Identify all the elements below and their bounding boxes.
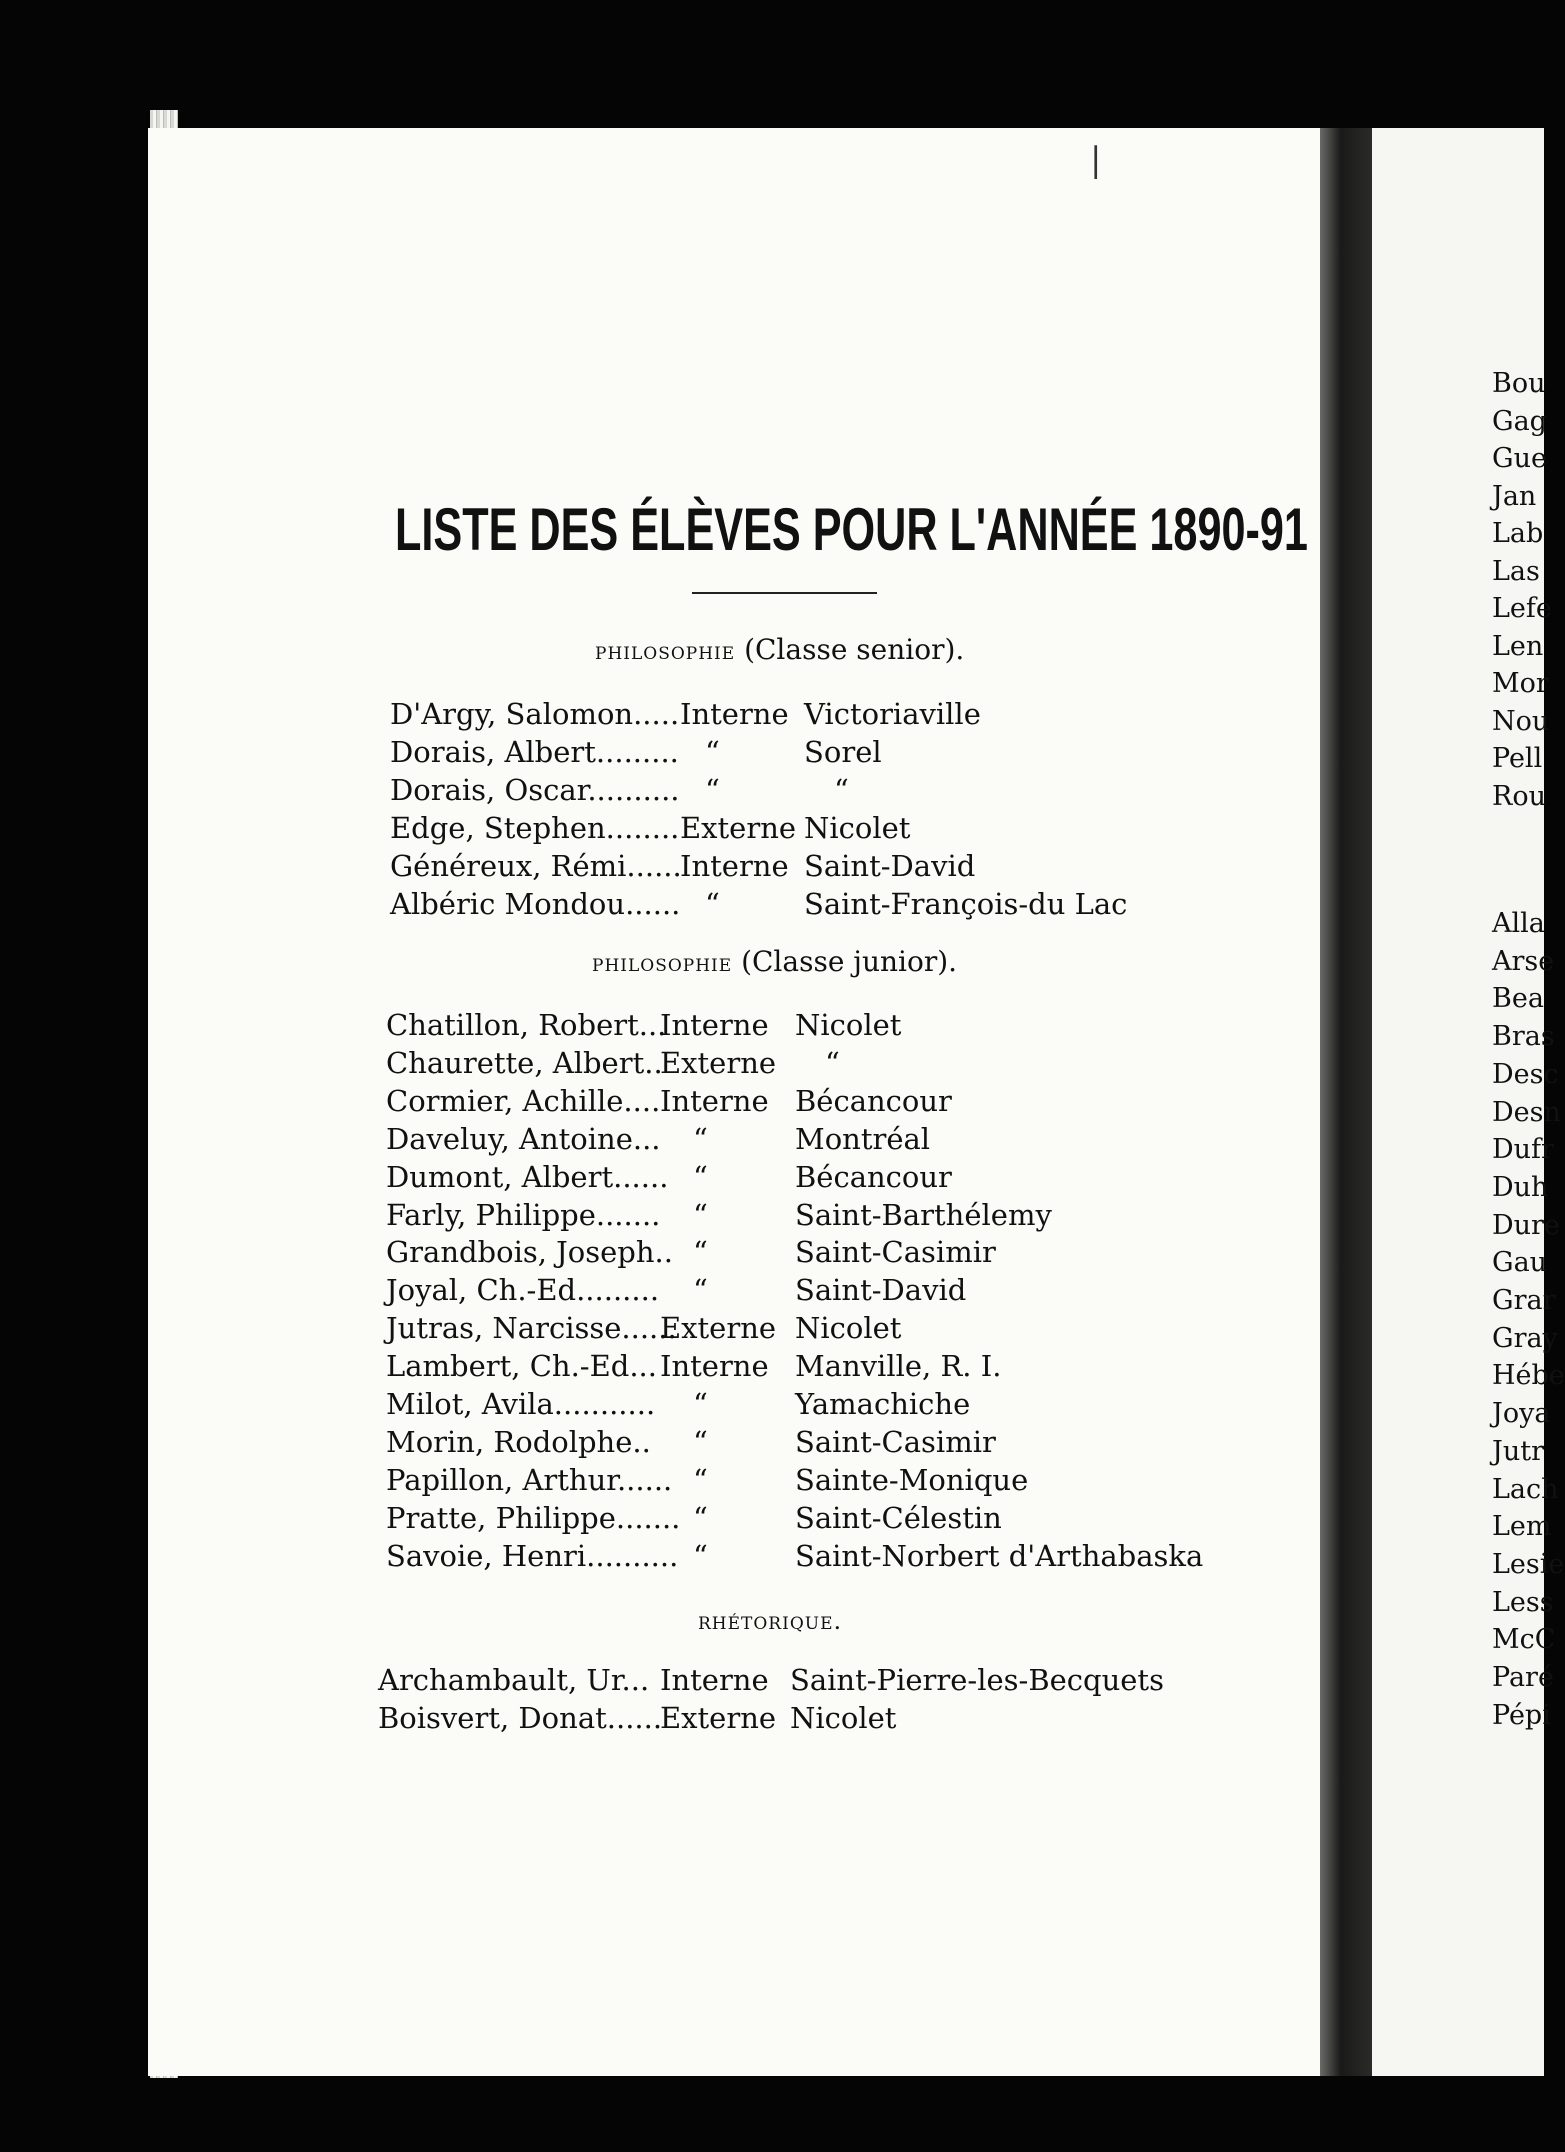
right-page-entry: Bras [1492, 1021, 1555, 1053]
right-page-entry: Duh [1492, 1171, 1549, 1203]
student-place: Sorel [804, 734, 882, 769]
student-place: Saint-François-du Lac [804, 886, 1128, 921]
right-page-entry: Mor [1492, 668, 1549, 699]
student-status: Externe [680, 810, 797, 845]
student-place: Sainte-Monique [795, 1462, 1029, 1497]
student-status: “ [693, 1235, 708, 1270]
right-page-entry: Lab [1492, 518, 1544, 549]
student-name: Pratte, Philippe....... [386, 1500, 681, 1535]
student-name: Papillon, Arthur...... [386, 1462, 673, 1497]
right-page-entry: Joya [1492, 1398, 1551, 1430]
student-place: Saint-Casimir [795, 1424, 996, 1459]
student-status: “ [693, 1121, 708, 1156]
student-name: Jutras, Narcisse...... [386, 1311, 677, 1346]
right-page-entry: Gag [1492, 405, 1547, 437]
student-place: Nicolet [804, 810, 911, 845]
student-status: “ [705, 772, 720, 807]
student-row [0, 1501, 1300, 1539]
right-page-entry: Nou [1492, 705, 1550, 737]
right-page-entry: Lefe [1492, 593, 1552, 624]
right-page-entry: Paré [1492, 1662, 1554, 1693]
student-name: Milot, Avila........... [386, 1387, 656, 1421]
right-page-entry: Gue [1492, 443, 1547, 474]
student-row [0, 1387, 1300, 1425]
student-status: “ [693, 1197, 708, 1232]
student-status: Interne [680, 848, 789, 883]
student-row [0, 1046, 1300, 1084]
student-row [0, 1198, 1300, 1236]
section-heading-note: (Classe junior). [732, 945, 958, 978]
student-status: Externe [660, 1045, 777, 1080]
student-name: Généreux, Rémi...... [390, 848, 682, 883]
right-page-entry: Grar [1492, 1285, 1556, 1316]
section-heading [592, 945, 957, 978]
section-heading-label: philosophie [592, 949, 733, 977]
student-row [0, 1311, 1300, 1349]
pencil-mark: | [1090, 140, 1102, 180]
student-status: Interne [660, 1083, 769, 1118]
student-place: Bécancour [795, 1159, 952, 1194]
student-row [0, 811, 1300, 849]
student-status: Interne [660, 1663, 769, 1697]
right-page-entry: Bea [1492, 983, 1544, 1015]
student-place: Saint-David [795, 1273, 967, 1308]
right-page-entry: Less [1492, 1586, 1554, 1618]
right-page-entry: Lem [1492, 1511, 1552, 1543]
student-name: Grandbois, Joseph.. [386, 1235, 673, 1270]
student-status: “ [693, 1462, 708, 1497]
student-status: “ [693, 1273, 708, 1308]
student-place: Saint-Pierre-les-Becquets [790, 1663, 1164, 1697]
right-page-entry: Hébe [1492, 1360, 1565, 1392]
student-row [0, 1463, 1300, 1501]
student-name: Daveluy, Antoine... [386, 1121, 661, 1156]
student-status: Externe [660, 1700, 777, 1735]
section-heading-note: (Classe senior). [735, 633, 965, 666]
student-status: “ [693, 1538, 708, 1573]
student-place: Nicolet [790, 1700, 897, 1735]
student-row [0, 1663, 1300, 1701]
student-place: Victoriaville [804, 697, 981, 731]
right-page-entry: Las [1492, 555, 1540, 587]
section-heading [595, 633, 964, 666]
section-heading [698, 1603, 842, 1636]
student-status: “ [693, 1387, 708, 1421]
student-status: “ [705, 886, 720, 921]
student-name: Albéric Mondou...... [390, 886, 681, 921]
student-place: Saint-Barthélemy [795, 1197, 1052, 1232]
student-name: Morin, Rodolphe.. [386, 1424, 651, 1459]
student-row [0, 1235, 1300, 1273]
student-name: Chaurette, Albert.. [386, 1045, 663, 1080]
right-page-entry: Desc [1492, 1058, 1559, 1090]
student-name: Dorais, Oscar.......... [390, 772, 680, 807]
student-place: Yamachiche [795, 1387, 971, 1421]
student-status: “ [705, 734, 720, 769]
student-status: “ [693, 1500, 708, 1535]
student-place: Saint-Casimir [795, 1235, 996, 1270]
right-page-entry: Lach [1492, 1473, 1559, 1505]
student-row [0, 1008, 1300, 1046]
student-place: Montréal [795, 1121, 931, 1156]
student-status: “ [693, 1424, 708, 1459]
student-place: “ [834, 772, 849, 807]
student-row [0, 773, 1300, 811]
title-rule [692, 592, 877, 594]
student-row [0, 1539, 1300, 1577]
student-name: D'Argy, Salomon..... [390, 697, 680, 731]
student-name: Archambault, Ur... [378, 1663, 650, 1697]
right-page-entry: Jan [1492, 480, 1537, 512]
book-gutter [1320, 128, 1372, 2076]
student-row [0, 849, 1300, 887]
student-row [0, 697, 1300, 735]
student-status: Interne [680, 697, 789, 731]
right-page-entry: Bou [1492, 368, 1546, 399]
right-page-entry: Gray [1492, 1322, 1558, 1354]
page-title: LISTE DES ÉLÈVES POUR L'ANNÉE 1890-91 [395, 496, 1308, 563]
student-place: “ [825, 1045, 840, 1080]
right-page-entry: Pell [1492, 743, 1543, 774]
student-place: Saint-Norbert d'Arthabaska [795, 1538, 1204, 1573]
student-place: Nicolet [795, 1008, 902, 1042]
student-row [0, 1425, 1300, 1463]
student-place: Manville, R. I. [795, 1349, 1002, 1384]
student-status: Externe [660, 1311, 777, 1346]
student-row [0, 735, 1300, 773]
student-place: Saint-Célestin [795, 1500, 1002, 1535]
student-status: Interne [660, 1349, 769, 1384]
student-place: Nicolet [795, 1311, 902, 1346]
student-name: Farly, Philippe....... [386, 1197, 661, 1232]
student-name: Dorais, Albert......... [390, 734, 679, 769]
right-page-entry: Dure [1492, 1209, 1560, 1241]
student-status: “ [693, 1159, 708, 1194]
right-page-entry: Arse [1492, 945, 1555, 977]
section-heading-label: rhétorique. [698, 1607, 843, 1635]
student-place: Saint-David [804, 848, 976, 883]
right-page-entry: Alla [1492, 908, 1545, 939]
right-page-entry: Lesie [1492, 1548, 1565, 1580]
right-page-entry: Len [1492, 630, 1544, 662]
right-page-entry: Rou [1492, 780, 1546, 812]
right-page-entry: Dufr [1492, 1134, 1554, 1166]
right-page-entry: Desn [1492, 1096, 1561, 1128]
student-row [0, 1273, 1300, 1311]
student-row [0, 1122, 1300, 1160]
right-page-entry: McC [1492, 1624, 1556, 1656]
student-row [0, 1160, 1300, 1198]
student-name: Savoie, Henri.......... [386, 1538, 679, 1573]
student-name: Cormier, Achille.... [386, 1083, 661, 1118]
student-name: Edge, Stephen........ [390, 810, 680, 845]
student-row [0, 887, 1300, 925]
student-name: Joyal, Ch.-Ed......... [386, 1273, 660, 1308]
student-name: Boisvert, Donat...... [378, 1700, 663, 1735]
student-name: Dumont, Albert...... [386, 1159, 669, 1194]
student-name: Lambert, Ch.-Ed... [386, 1349, 657, 1384]
student-place: Bécancour [795, 1083, 952, 1118]
right-page-entry: Pépi [1492, 1699, 1551, 1731]
student-row [0, 1349, 1300, 1387]
right-page-entry: Gau [1492, 1247, 1548, 1279]
right-page-entry: Jutr [1492, 1435, 1544, 1467]
student-row [0, 1084, 1300, 1122]
student-row [0, 1701, 1300, 1739]
student-status: Interne [660, 1008, 769, 1042]
student-name: Chatillon, Robert... [386, 1008, 667, 1042]
section-heading-label: philosophie [595, 637, 736, 665]
